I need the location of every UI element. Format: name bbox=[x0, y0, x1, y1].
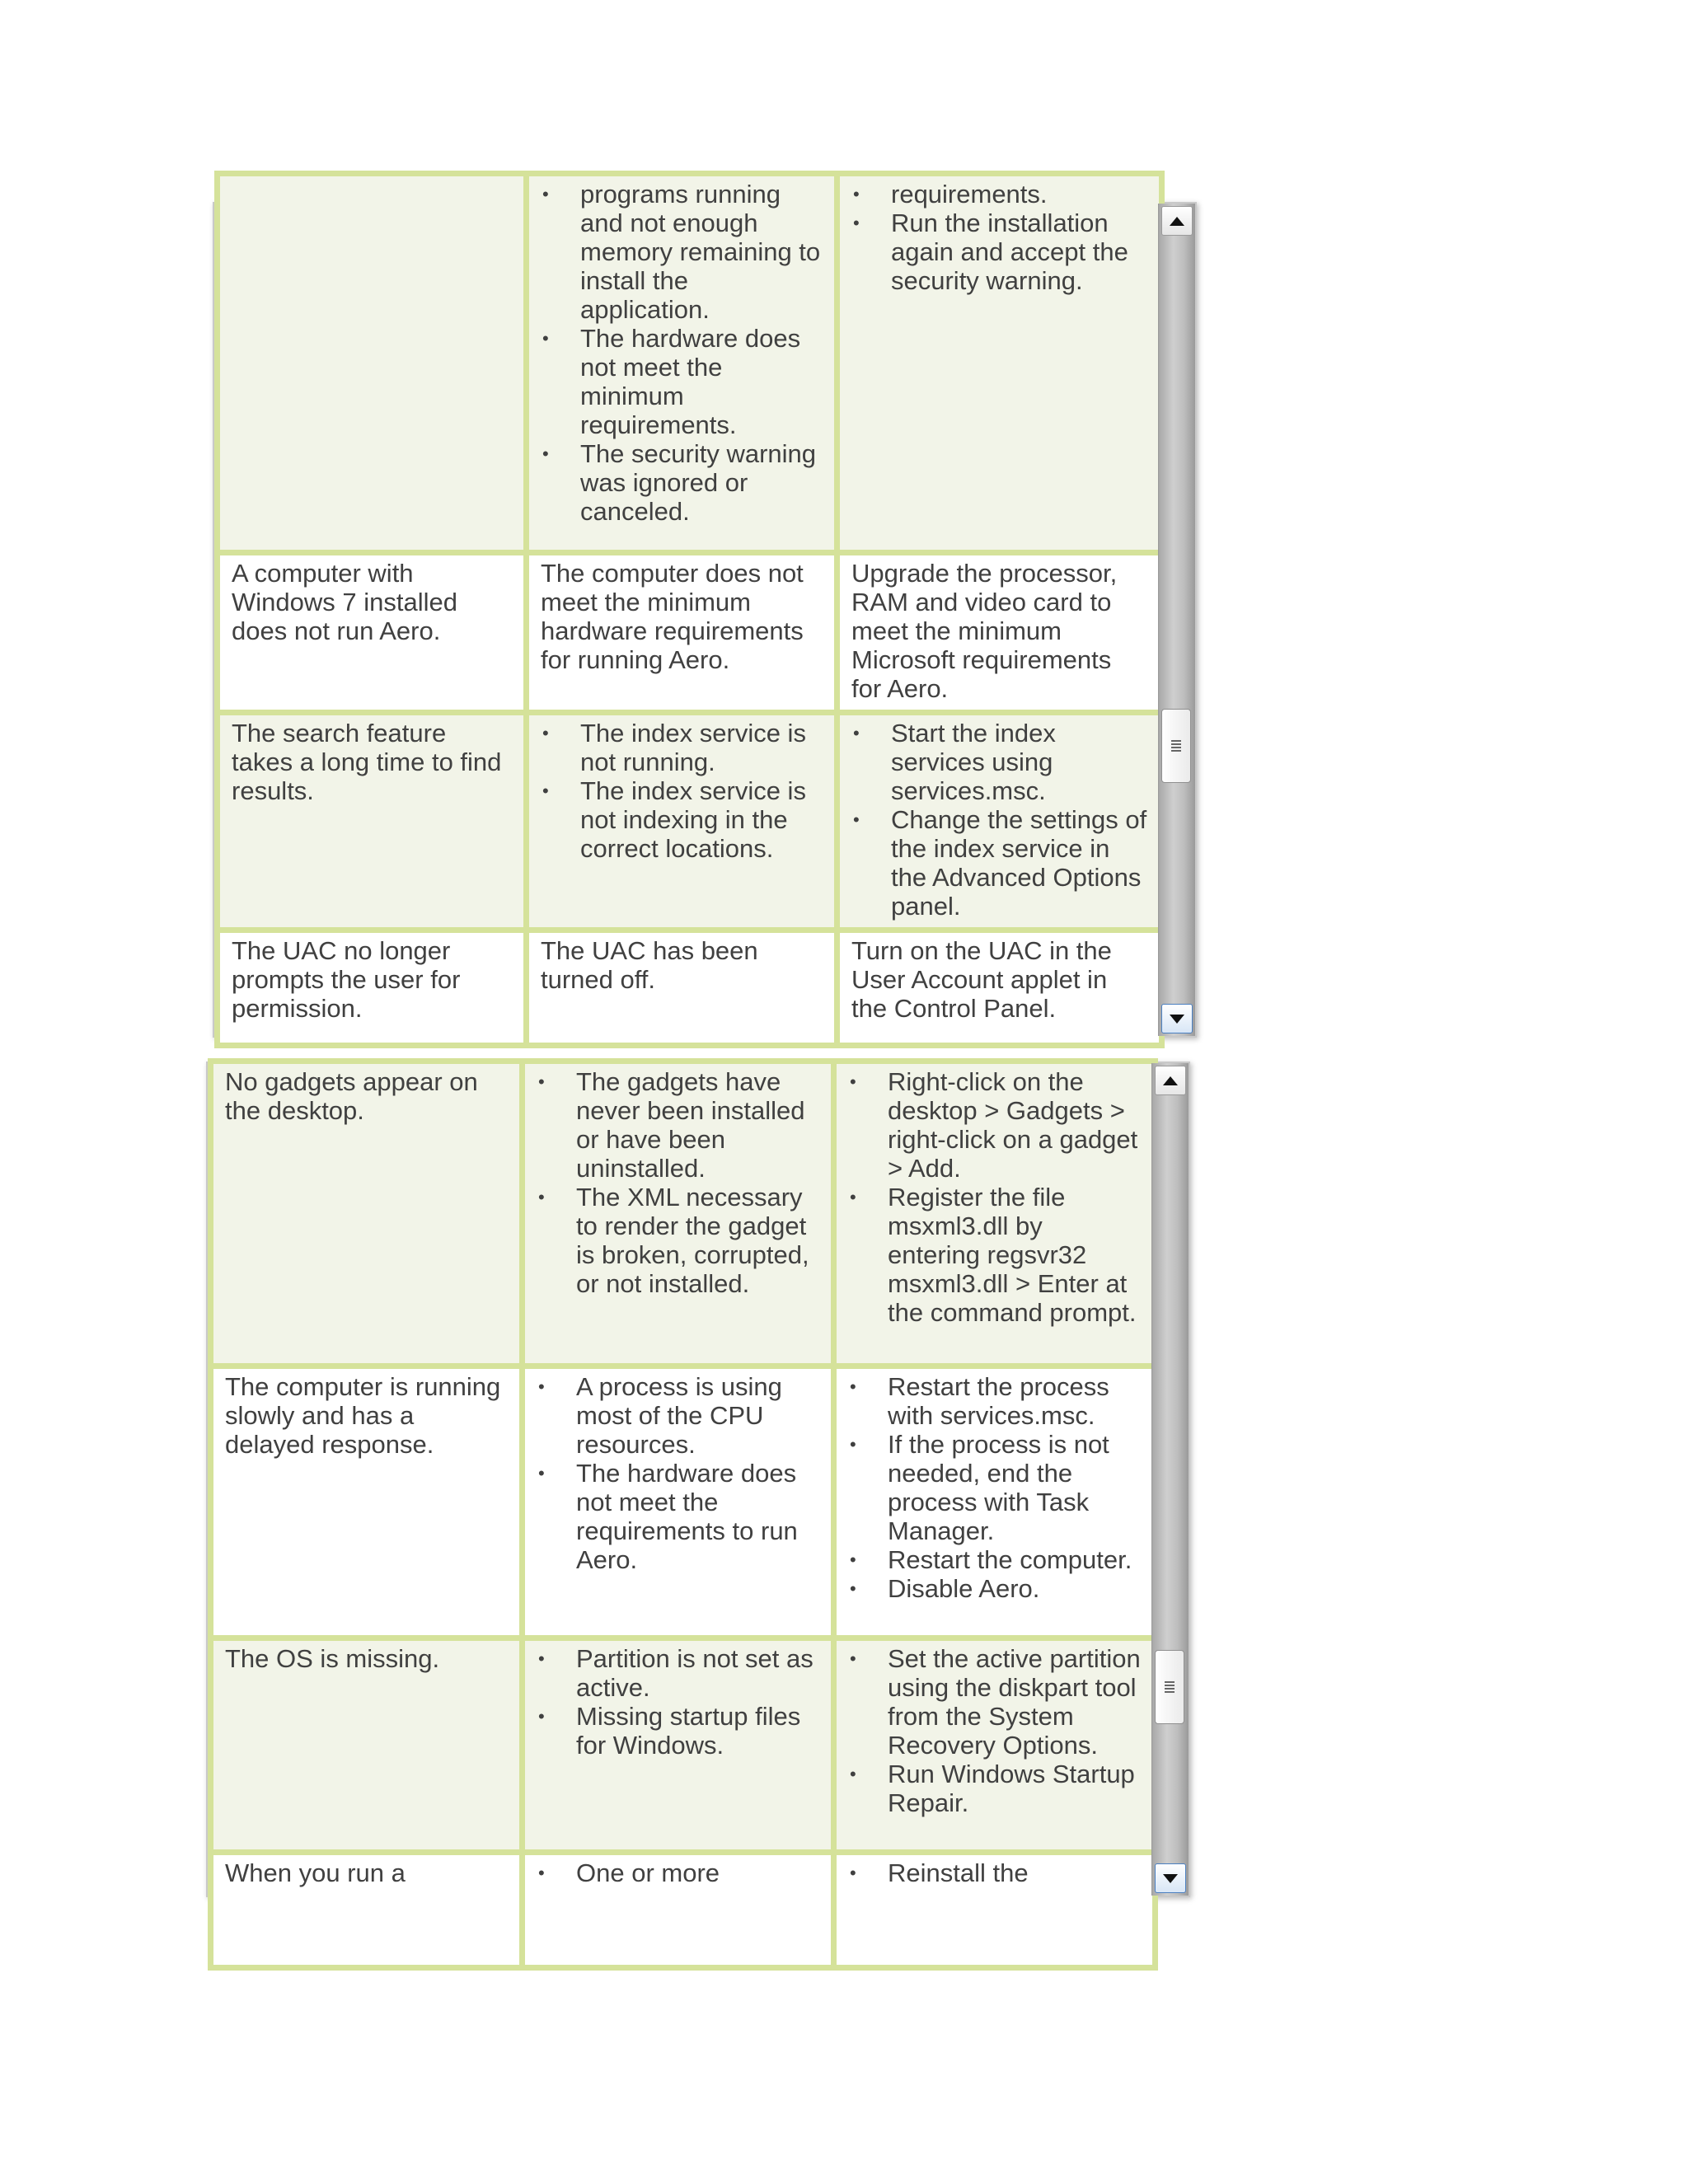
table-row bbox=[211, 1062, 1156, 1366]
solutions-cell: Turn on the UAC in the User Account applet in the Control Panel. bbox=[837, 930, 1162, 1046]
cause-item: • The index service is not running. bbox=[580, 719, 823, 776]
problem-cell: The computer is running slowly and has a delayed response. bbox=[211, 1366, 523, 1638]
cause-item: • The index service is not indexing in the correct locations. bbox=[580, 776, 823, 863]
causes-cell bbox=[523, 1366, 834, 1638]
solution-item: • Restart the computer. bbox=[888, 1545, 1141, 1574]
cause-item: • The XML necessary to render the gadget is broken, corrupted, or not installed. bbox=[576, 1183, 819, 1298]
problem-cell: A computer with Windows 7 installed does not run Aero. bbox=[218, 553, 527, 713]
solution-item: • Disable Aero. bbox=[888, 1574, 1141, 1603]
arrow-down-icon bbox=[1163, 1874, 1178, 1883]
causes-cell bbox=[527, 174, 837, 553]
cause-item: • One or more bbox=[576, 1858, 819, 1887]
scroll-thumb[interactable] bbox=[1155, 1650, 1184, 1724]
cause-item: • The hardware does not meet the minimum requirements. bbox=[580, 324, 823, 439]
troubleshooting-table bbox=[214, 171, 1165, 1048]
vertical-scrollbar[interactable] bbox=[1151, 1063, 1189, 1896]
scroll-up-button[interactable] bbox=[1161, 206, 1193, 236]
solution-item: • Change the settings of the index service in the Advanced Options panel. bbox=[891, 805, 1147, 921]
problem-cell: The UAC no longer prompts the user for permission. bbox=[218, 930, 527, 1046]
problem-cell bbox=[218, 174, 527, 553]
scroll-down-button[interactable] bbox=[1155, 1863, 1186, 1893]
solution-item: • requirements. bbox=[891, 180, 1147, 209]
solution-item: • Set the active partition using the diskpart tool from the System Recovery Options. bbox=[888, 1644, 1141, 1760]
solutions-cell bbox=[834, 1366, 1156, 1638]
vertical-scrollbar[interactable] bbox=[1158, 204, 1195, 1036]
problem-cell: The OS is missing. bbox=[211, 1638, 523, 1853]
table-row bbox=[211, 1366, 1156, 1638]
causes-cell bbox=[523, 1853, 834, 1968]
table-row bbox=[218, 174, 1162, 553]
cause-item: • The security warning was ignored or canceled. bbox=[580, 439, 823, 526]
solution-item: • Reinstall the bbox=[888, 1858, 1141, 1887]
arrow-up-icon bbox=[1170, 217, 1184, 226]
solution-item: • Register the file msxml3.dll by entering regsvr32 msxml3.dll > Enter at the command prompt. bbox=[888, 1183, 1141, 1327]
causes-cell bbox=[523, 1638, 834, 1853]
arrow-down-icon bbox=[1170, 1015, 1184, 1024]
cause-item: • Missing startup files for Windows. bbox=[576, 1702, 819, 1760]
solutions-cell bbox=[834, 1638, 1156, 1853]
scroll-down-button[interactable] bbox=[1161, 1004, 1193, 1033]
table-row bbox=[218, 713, 1162, 930]
table-row bbox=[218, 553, 1162, 713]
causes-cell: The UAC has been turned off. bbox=[527, 930, 837, 1046]
troubleshooting-table-panel-2[interactable] bbox=[206, 1062, 1190, 1897]
solution-item: • If the process is not needed, end the process with Task Manager. bbox=[888, 1430, 1141, 1545]
problem-cell: The search feature takes a long time to find results. bbox=[218, 713, 527, 930]
cause-item: • Partition is not set as active. bbox=[576, 1644, 819, 1702]
solutions-cell bbox=[834, 1853, 1156, 1968]
scroll-thumb[interactable] bbox=[1161, 709, 1191, 783]
problem-cell: No gadgets appear on the desktop. bbox=[211, 1062, 523, 1366]
problem-cell: When you run a bbox=[211, 1853, 523, 1968]
grip-icon bbox=[1171, 740, 1181, 752]
causes-cell: The computer does not meet the minimum hardware requirements for running Aero. bbox=[527, 553, 837, 713]
arrow-up-icon bbox=[1163, 1076, 1178, 1085]
table-row bbox=[218, 930, 1162, 1046]
causes-cell bbox=[527, 713, 837, 930]
solutions-cell: Upgrade the processor, RAM and video card to meet the minimum Microsoft requirements for Aero. bbox=[837, 553, 1162, 713]
solutions-cell bbox=[837, 174, 1162, 553]
causes-cell bbox=[523, 1062, 834, 1366]
table-row bbox=[211, 1638, 1156, 1853]
cause-item: • programs running and not enough memory remaining to install the application. bbox=[580, 180, 823, 324]
solution-item: • Start the index services using services.msc. bbox=[891, 719, 1147, 805]
cause-item: • The hardware does not meet the requirements to run Aero. bbox=[576, 1459, 819, 1574]
solution-item: • Run Windows Startup Repair. bbox=[888, 1760, 1141, 1817]
troubleshooting-table-panel-1[interactable] bbox=[213, 180, 1197, 1038]
cause-item: • The gadgets have never been installed or have been uninstalled. bbox=[576, 1067, 819, 1183]
solution-item: • Restart the process with services.msc. bbox=[888, 1372, 1141, 1430]
solution-item: • Run the installation again and accept the security warning. bbox=[891, 209, 1147, 295]
troubleshooting-table bbox=[208, 1058, 1158, 1971]
solutions-cell bbox=[837, 713, 1162, 930]
table-row bbox=[211, 1853, 1156, 1968]
table-viewport[interactable] bbox=[208, 1063, 1152, 1896]
solution-item: • Right-click on the desktop > Gadgets > right-click on a gadget > Add. bbox=[888, 1067, 1141, 1183]
cause-item: • A process is using most of the CPU resources. bbox=[576, 1372, 819, 1459]
grip-icon bbox=[1165, 1681, 1175, 1693]
table-viewport[interactable] bbox=[214, 180, 1159, 1036]
scroll-up-button[interactable] bbox=[1155, 1066, 1186, 1095]
solutions-cell bbox=[834, 1062, 1156, 1366]
